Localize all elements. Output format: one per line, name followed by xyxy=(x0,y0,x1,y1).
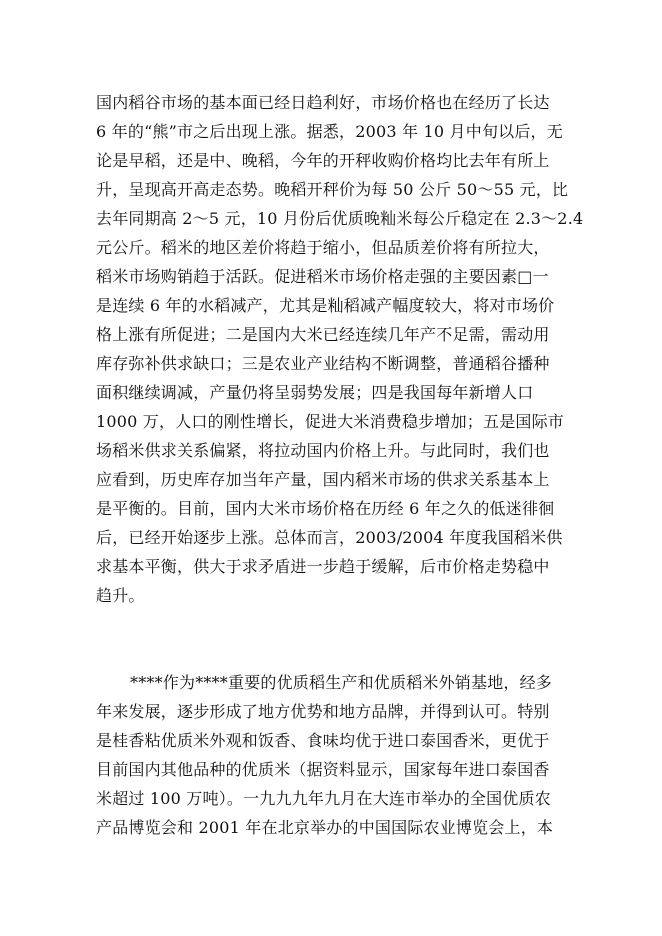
text-line: 目前国内其他品种的优质米（据资料显示，国家每年进口泰国香 xyxy=(96,760,550,779)
text-line: 是桂香粘优质米外观和饭香、食味均优于进口泰国香米，更优于 xyxy=(96,731,550,750)
text-line: 升，呈现高开高走态势。晚稻开秤价为每 50 公斤 50～55 元，比 xyxy=(96,180,569,199)
text-line: 后，已经开始逐步上涨。总体而言，2003/2004 年度我国稻米供 xyxy=(96,528,563,547)
text-line: 1000 万，人口的刚性增长，促进大米消费稳步增加；五是国际市 xyxy=(96,412,565,431)
text-line: ****作为****重要的优质稻生产和优质稻米外销基地，经多 xyxy=(130,673,553,692)
text-line: 是连续 6 年的水稻减产，尤其是籼稻减产幅度较大，将对市场价 xyxy=(96,296,555,315)
text-line: 格上涨有所促进；二是国内大米已经连续几年产不足需，需动用 xyxy=(96,325,550,344)
text-line: 是平衡的。目前，国内大米市场价格在历经 6 年之久的低迷徘徊 xyxy=(96,499,555,518)
paragraph-rice-market xyxy=(96,88,626,610)
text-line: 国内稻谷市场的基本面已经日趋利好，市场价格也在经历了长达 xyxy=(96,93,550,112)
text-line: 库存弥补供求缺口；三是农业产业结构不断调整，普通稻谷播种 xyxy=(96,354,550,373)
text-line: 论是早稻，还是中、晚稻，今年的开秤收购价格均比去年有所上 xyxy=(96,151,550,170)
text-line: 面积继续调减，产量仍将呈弱势发展；四是我国每年新增人口 xyxy=(96,383,534,402)
text-line: 元公斤。稻米的地区差价将趋于缩小，但品质差价将有所拉大， xyxy=(96,238,550,257)
text-line: 应看到，历史库存加当年产量，国内稻米市场的供求关系基本上 xyxy=(96,470,550,489)
text-line: 米超过 100 万吨）。一九九九年九月在大连市举办的全国优质农 xyxy=(96,789,551,808)
text-line: 趋升。 xyxy=(96,586,145,605)
text-line: 求基本平衡，供大于求矛盾进一步趋于缓解，后市价格走势稳中 xyxy=(96,557,550,576)
text-line: 产品博览会和 2001 年在北京举办的中国国际农业博览会上，本 xyxy=(96,818,554,837)
text-line: 6 年的“熊”市之后出现上涨。据悉，2003 年 10 月中旬以后，无 xyxy=(96,122,563,141)
text-line: 去年同期高 2～5 元，10 月份后优质晚籼米每公斤稳定在 2.3～2.4 xyxy=(96,209,584,228)
text-line: 稻米市场购销趋于活跃。促进稻米市场价格走强的主要因素□一 xyxy=(96,267,549,286)
text-line: 年来发展，逐步形成了地方优势和地方品牌，并得到认可。特别 xyxy=(96,702,550,721)
text-line: 场稻米供求关系偏紧，将拉动国内价格上升。与此同时，我们也 xyxy=(96,441,550,460)
paragraph-rice-base xyxy=(96,668,626,842)
